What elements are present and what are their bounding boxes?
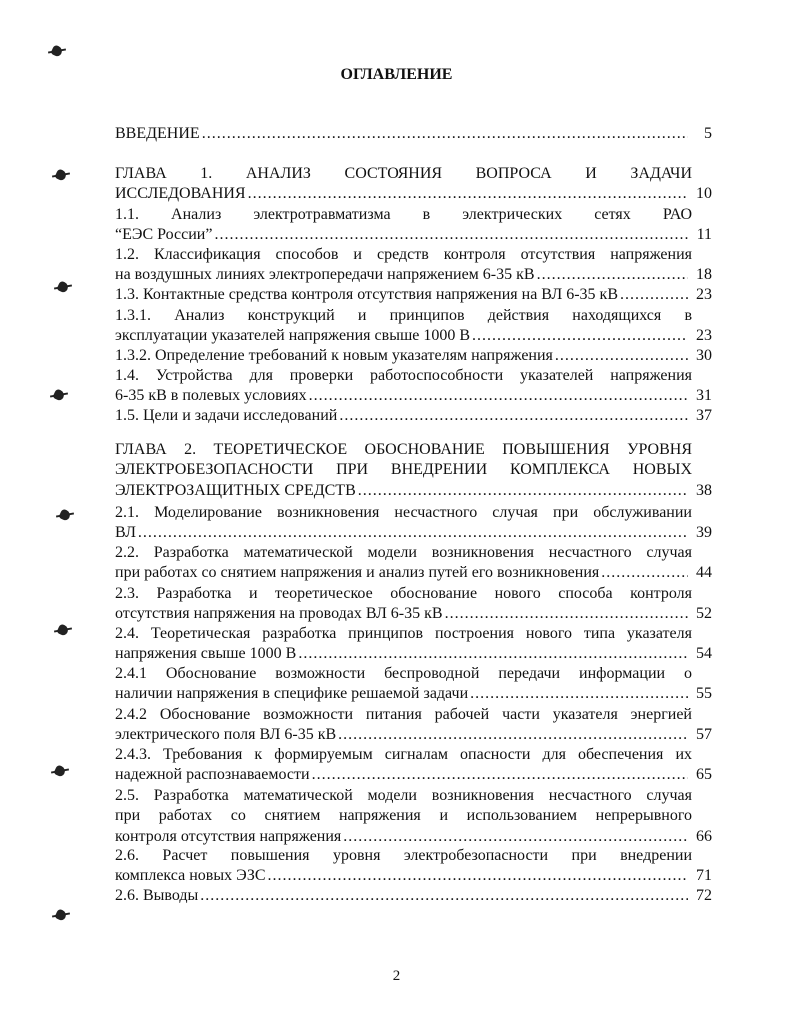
toc-entry-line [115,440,692,460]
toc-entry-text: 2.4.1 Обоснование возможности беспроводной передачи информации о [115,665,692,682]
toc-entry [115,503,712,544]
toc-page-number: 44 [696,564,712,582]
toc-entry-text: 1.5. Цели и задачи исследований [115,407,338,424]
toc-entry-text: 1.3. Контактные средства контроля отсутствия напряжения на ВЛ 6-35 кВ [115,286,618,303]
toc-entry-line [115,184,712,204]
toc-page-number: 30 [696,347,712,364]
toc-page-number: 10 [696,185,712,203]
toc-entry-line [115,644,712,664]
toc-entry [115,124,712,144]
toc-leader-dots [470,684,688,704]
scan-speck [56,280,69,293]
toc-leader-dots [200,886,688,906]
toc-entry-text: 6-35 кВ в полевых условиях [115,387,307,405]
toc-entry-line [115,846,692,866]
toc-entry-text: 2.1. Моделирование возникновения несчастного случая при обслуживании [115,504,692,521]
toc-entry-line [115,725,712,745]
toc-page-number: 72 [696,887,712,904]
toc-leader-dots [248,184,688,204]
scan-speck [54,908,67,921]
toc-entry-text: ЭЛЕКТРОЗАЩИТНЫХ СРЕДСТВ [115,481,356,499]
toc-entry-text: на воздушных линиях электропередачи напряжением 6-35 кВ [115,266,535,284]
page-title: ОГЛАВЛЕНИЕ [340,66,453,83]
toc-entry-text: наличии напряжения в специфике решаемой задачи [115,685,469,703]
toc-entry [115,346,712,366]
toc-leader-dots [202,124,688,144]
toc-entry-text: при работах со снятием напряжения и анализ путей его возникновения [115,564,600,582]
toc-page-number: 23 [696,286,712,303]
toc-page-number: 38 [696,481,712,499]
toc-leader-dots [214,225,688,245]
toc-entry [115,664,712,705]
toc-entry-text: при работах со снятием напряжения и использованием непрерывного [115,807,692,825]
toc-page-number: 52 [696,605,712,623]
toc-page-number: 57 [696,726,712,744]
toc-entry-text: 1.3.1. Анализ конструкций и принципов действия находящихся в [115,307,692,324]
toc-leader-dots [312,765,688,785]
toc-page-number: 37 [696,407,712,424]
toc-entry-line [115,406,712,426]
toc-page-number: 55 [696,685,712,703]
toc-page-number: 65 [696,766,712,784]
toc-entry [115,624,712,665]
toc-entry [115,886,712,906]
toc-entry-line [115,124,712,144]
toc-entry-line [115,624,692,644]
toc-entry-text: 1.4. Устройства для проверки работоспособности указателей напряжения [115,367,692,384]
toc-entry [115,205,712,246]
toc-page-number: 39 [696,524,712,542]
toc-entry-line [115,164,692,184]
toc-entry-text: надежной распознаваемости [115,766,310,784]
toc-entry-line [115,205,692,225]
toc-entry-text: 2.4. Теоретическая разработка принципов построения нового типа указателя [115,625,692,642]
toc-entry-text: электрического поля ВЛ 6-35 кВ [115,726,337,744]
toc-entry [115,306,712,347]
toc-entry [115,440,712,501]
toc-entry-text: ГЛАВА 2. ТЕОРЕТИЧЕСКОЕ ОБОСНОВАНИЕ ПОВЫШЕНИЯ УРОВНЯ [115,441,692,458]
toc-page-number: 18 [696,266,712,284]
toc-page-number: 71 [696,867,712,885]
toc-entry-line [115,503,692,523]
toc-entry-text: напряжения свыше 1000 В [115,645,297,663]
toc-entry [115,846,712,887]
toc-entry-line [115,563,712,583]
toc-entry-line [115,225,712,245]
toc-entry-line [115,584,692,604]
toc-entry [115,705,712,746]
toc-entry-text: ИССЛЕДОВАНИЯ [115,185,246,203]
toc-entry-text: 2.3. Разработка и теоретическое обоснование нового способа контроля [115,585,692,602]
toc-entry-line [115,386,712,406]
toc-leader-dots [339,406,688,426]
toc-entry-line [115,684,712,704]
toc-entry-text: ВЛ [115,524,136,542]
scan-speck [58,508,71,521]
toc-entry-text: эксплуатации указателей напряжения свыше 1000 В [115,327,471,345]
toc-leader-dots [601,563,688,583]
toc-leader-dots [338,725,688,745]
toc-entry-line [115,543,692,563]
toc-entry [115,745,712,786]
toc-entry-line [115,765,712,785]
toc-entry-line [115,346,712,366]
toc-entry-line [115,827,712,847]
scan-speck [52,388,65,401]
toc-leader-dots [620,285,688,305]
toc-entry-text: комплекса новых ЭЗС [115,867,266,885]
scan-speck [54,168,67,181]
toc-leader-dots [309,386,688,406]
toc-entry-line [115,866,712,886]
toc-leader-dots [445,604,688,624]
toc-entry-text: 2.6. Выводы [115,887,199,904]
scan-speck [50,44,63,57]
toc-entry [115,366,712,407]
toc-leader-dots [298,644,688,664]
toc-leader-dots [358,481,688,501]
toc-leader-dots [268,866,688,886]
scan-speck [53,764,66,777]
toc-page-number: 5 [704,125,712,142]
toc-entry-text: 1.1. Анализ электротравматизма в электрических сетях РАО [115,206,692,223]
toc-entry-line [115,481,712,501]
toc-entry [115,406,712,426]
toc-leader-dots [537,265,688,285]
toc-entry-line [115,265,712,285]
scan-speck [56,623,69,636]
toc-entry-line [115,285,712,305]
toc-entry-text: 2.2. Разработка математической модели возникновения несчастного случая [115,544,692,561]
toc-entry-text: 2.5. Разработка математической модели возникновения несчастного случая [115,787,692,804]
page-number: 2 [392,968,401,984]
toc-entry-line [115,705,692,725]
toc-entry-text: 2.6. Расчет повышения уровня электробезопасности при внедрении [115,847,692,864]
toc-page-number: 23 [696,327,712,345]
toc-entry-text: ВВЕДЕНИЕ [115,125,200,142]
toc-page-number: 31 [696,387,712,405]
toc-entry-line [115,664,692,684]
toc-entry-line [115,786,692,806]
toc-entry-text: отсутствия напряжения на проводах ВЛ 6-35 кВ [115,605,443,623]
toc-leader-dots [343,827,688,847]
toc-entry-text: 2.4.3. Требования к формируемым сигналам опасности для обеспечения их [115,746,692,763]
toc-entry-line [115,886,712,906]
toc-entry-text: ГЛАВА 1. АНАЛИЗ СОСТОЯНИЯ ВОПРОСА И ЗАДАЧИ [115,165,692,182]
toc-page-number: 54 [696,645,712,663]
toc-leader-dots [138,523,688,543]
toc-entry-line [115,745,692,765]
toc-leader-dots [555,346,688,366]
toc-entry-line [115,604,712,624]
toc-entry-text: 2.4.2 Обоснование возможности питания рабочей части указателя энергией [115,706,692,723]
toc-entry [115,285,712,305]
toc-entry [115,245,712,286]
toc-entry-text: ЭЛЕКТРОБЕЗОПАСНОСТИ ПРИ ВНЕДРЕНИИ КОМПЛЕКСА НОВЫХ [115,461,692,479]
toc-entry-line [115,460,692,480]
toc-entry-line [115,806,692,826]
toc-entry [115,584,712,625]
toc-entry-text: 1.2. Классификация способов и средств контроля отсутствия напряжения [115,246,692,263]
toc-entry-text: “ЕЭС России” [115,226,213,244]
toc-page-number: 11 [696,226,712,244]
toc-entry [115,786,712,847]
toc-entry-line [115,523,712,543]
toc-entry-line [115,366,692,386]
toc-entry [115,543,712,584]
toc-page-number: 66 [696,827,712,845]
toc-entry [115,164,712,205]
toc-leader-dots [472,326,688,346]
toc-entry-text: контроля отсутствия напряжения [115,827,342,845]
toc-entry-line [115,306,692,326]
toc-entry-line [115,245,692,265]
toc-entry-line [115,326,712,346]
toc-entry-text: 1.3.2. Определение требований к новым указателям напряжения [115,347,553,364]
